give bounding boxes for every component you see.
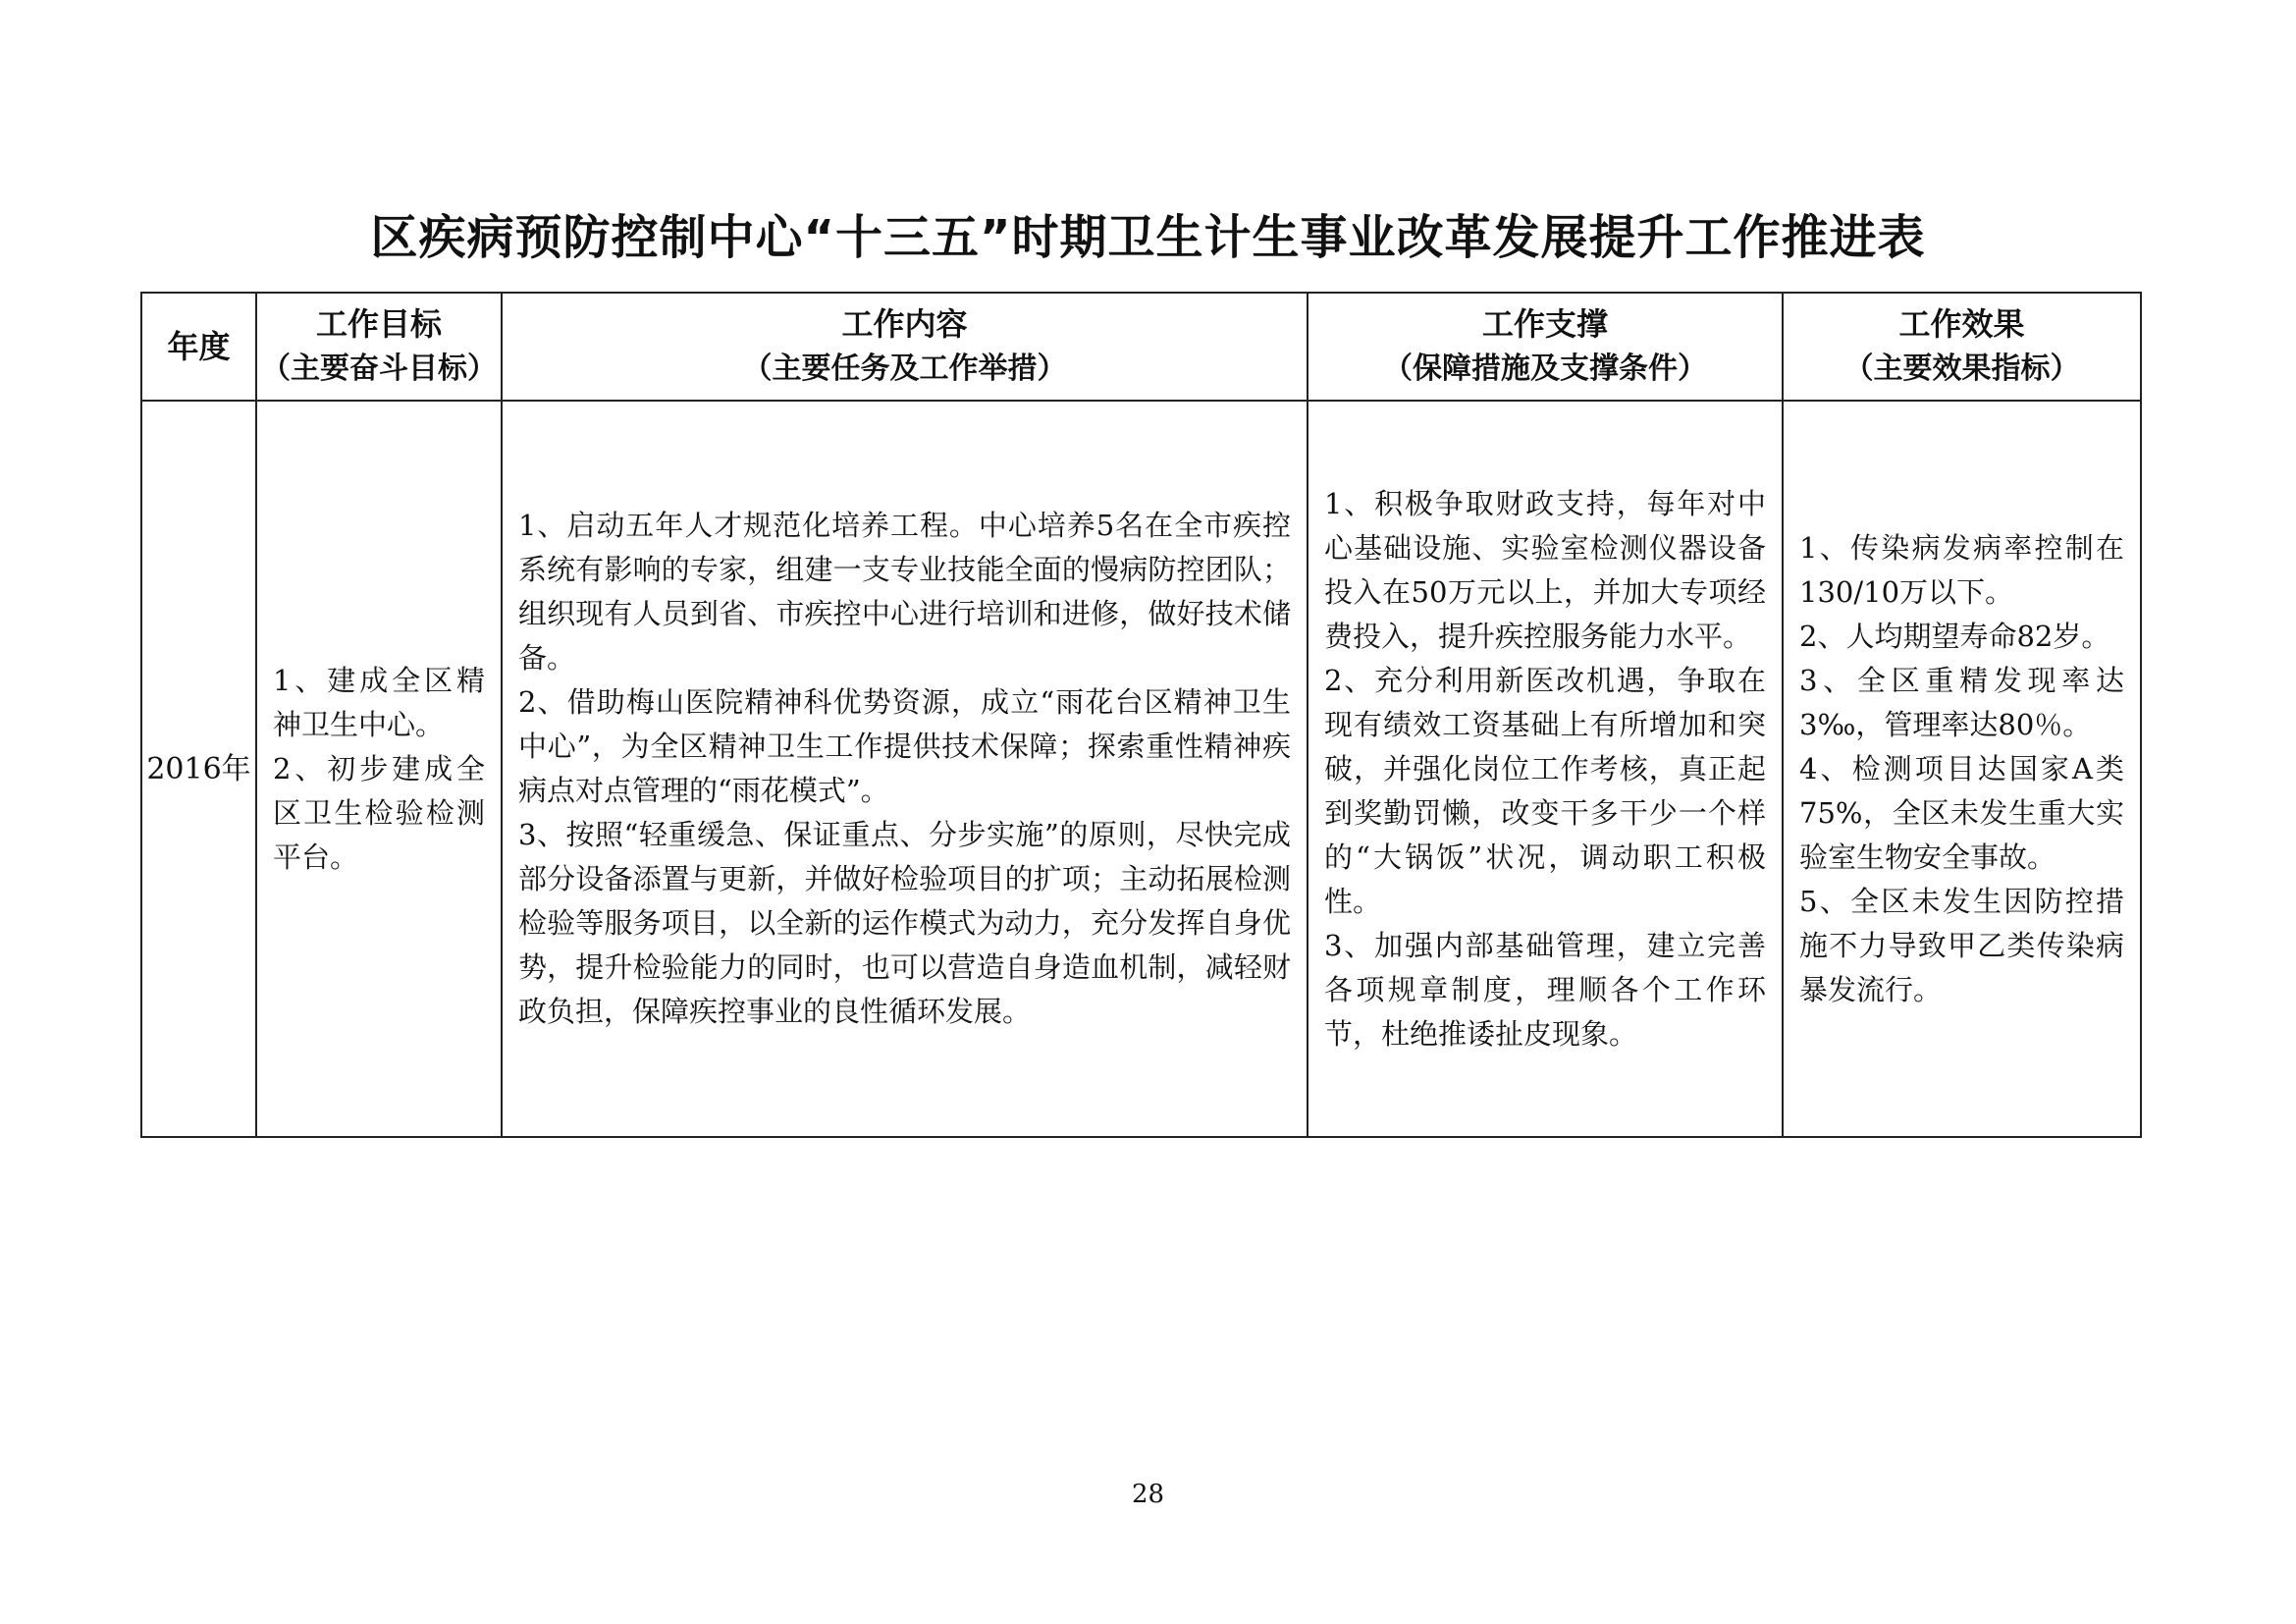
effect-cell [1783, 401, 2141, 1137]
header-support-label: 工作支撑 [1481, 305, 1608, 343]
effect-item: 1、传染病发病率控制在130/10万以下。 [1799, 530, 2124, 609]
effect-item: 5、全区未发生因防控措施不力导致甲乙类传染病暴发流行。 [1799, 884, 2124, 1006]
header-effect [1783, 293, 2141, 401]
header-effect-sublabel: （主要效果指标） [1843, 352, 2080, 386]
goal-item: 2、初步建成全区卫生检验检测平台。 [273, 751, 485, 874]
effect-item: 3、全区重精发现率达3‰，管理率达80％。 [1799, 663, 2124, 741]
header-content [502, 293, 1308, 401]
content-item: 2、借助梅山医院精神科优势资源，成立“雨花台区精神卫生中心”，为全区精神卫生工作提供技术保障；探索重性精神疾病点对点管理的“雨花模式”。 [518, 685, 1291, 807]
header-effect-label: 工作效果 [1898, 305, 2025, 343]
table-row [141, 401, 2141, 1137]
support-item: 2、充分利用新医改机遇，争取在现有绩效工资基础上有所增加和突破，并强化岗位工作考核，真正起到奖勤罚懒，改变干多干少一个样的“大锅饭”状况，调动职工积极性。 [1324, 663, 1766, 918]
header-goal-label: 工作目标 [315, 305, 442, 343]
header-support-sublabel: （保障措施及支撑条件） [1383, 352, 1707, 386]
support-cell [1308, 401, 1783, 1137]
goal-item: 1、建成全区精神卫生中心。 [273, 663, 485, 741]
header-content-sublabel: （主要任务及工作举措） [742, 352, 1067, 386]
content-cell [502, 401, 1308, 1137]
support-item: 1、积极争取财政支持，每年对中心基础设施、实验室检测仪器设备投入在50万元以上，并加大专项经费投入，提升疾控服务能力水平。 [1324, 486, 1766, 653]
work-progress-table [140, 292, 2142, 1138]
header-goal-sublabel: （主要奋斗目标） [261, 352, 497, 386]
header-content-label: 工作内容 [841, 305, 968, 343]
content-item: 1、启动五年人才规范化培养工程。中心培养5名在全市疾控系统有影响的专家，组建一支专业技能全面的慢病防控团队；组织现有人员到省、市疾控中心进行培训和进修，做好技术储备。 [518, 509, 1291, 675]
table-header-row [141, 293, 2141, 401]
effect-item: 4、检测项目达国家A类75%，全区未发生重大实验室生物安全事故。 [1799, 751, 2124, 874]
support-item: 3、加强内部基础管理，建立完善各项规章制度，理顺各个工作环节，杜绝推诿扯皮现象。 [1324, 928, 1766, 1051]
header-year [141, 293, 256, 401]
goal-cell [256, 401, 502, 1137]
header-support [1308, 293, 1783, 401]
header-goal [256, 293, 502, 401]
header-year-label: 年度 [167, 328, 231, 365]
page-number: 28 [1131, 1480, 1165, 1509]
year-cell: 2016年 [141, 401, 256, 1137]
effect-item: 2、人均期望寿命82岁。 [1799, 619, 2110, 653]
content-item: 3、按照“轻重缓急、保证重点、分步实施”的原则，尽快完成部分设备添置与更新，并做好检验项目的扩项；主动拓展检测检验等服务项目，以全新的运作模式为动力，充分发挥自身优势，提升检验能力的同时，也可以营造自身造血机制，减轻财政负担，保障疾控事业的良性循环发展。 [518, 818, 1291, 1028]
page-title: 区疾病预防控制中心“十三五”时期卫生计生事业改革发展提升工作推进表 [370, 210, 1926, 265]
